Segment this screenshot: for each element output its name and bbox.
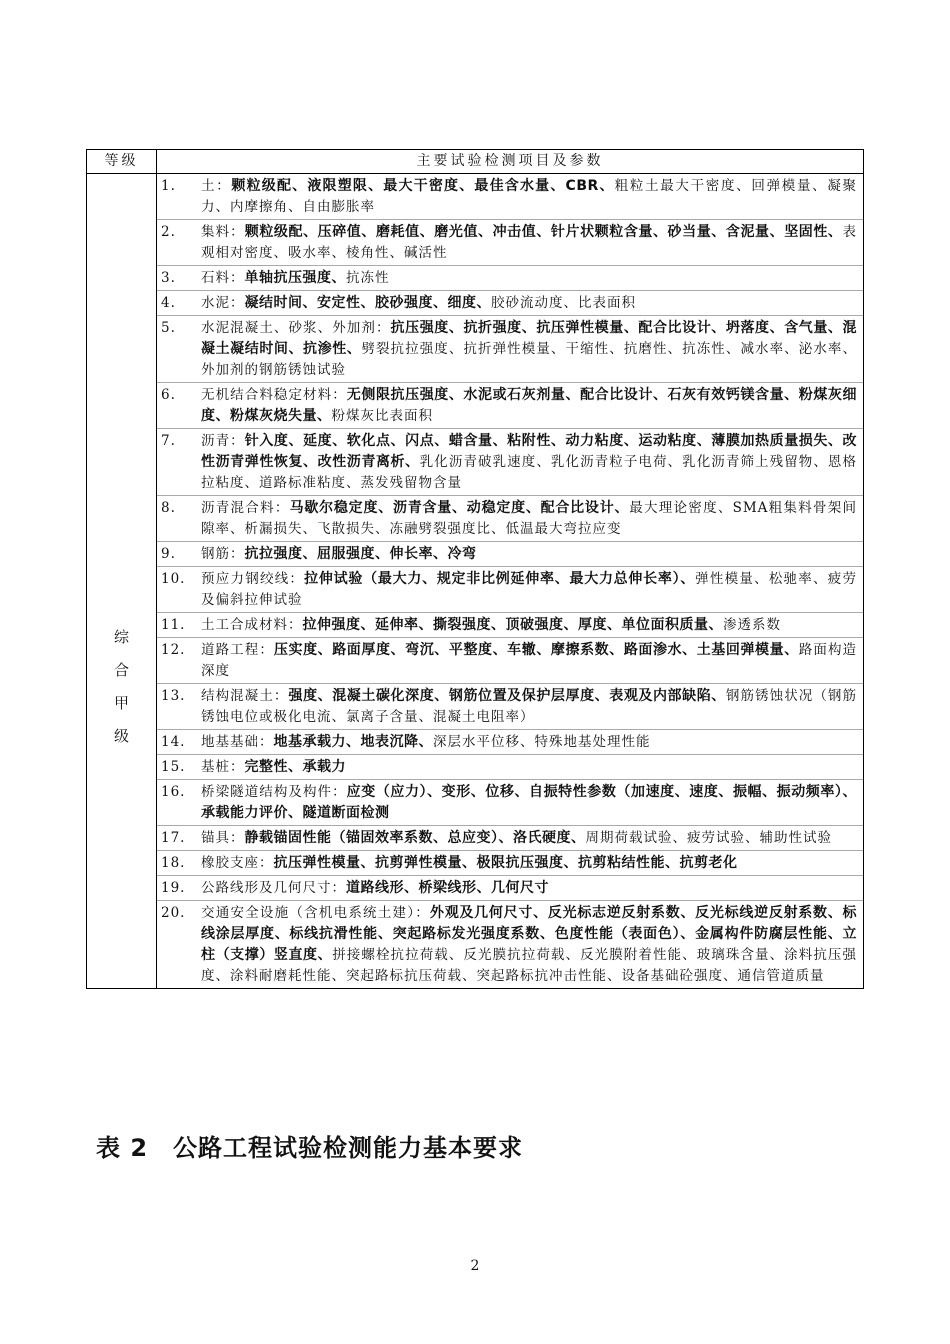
item-key-params: 抗压弹性模量、抗剪弹性模量、极限抗压强度、抗剪粘结性能、抗剪老化 (273, 855, 738, 871)
item-text (201, 782, 857, 824)
item-text (201, 268, 857, 289)
item-text (201, 222, 857, 264)
item-label: 土工合成材料： (201, 617, 303, 633)
list-item (157, 729, 863, 754)
list-item (157, 566, 863, 612)
item-other-params: 钢筋锈蚀状况（钢筋锈蚀电位或极化电流、氯离子含量、混凝土电阻率） (201, 688, 858, 725)
item-key-params: 外观及几何尺寸、反光标志逆反射系数、反光标线逆反射系数、标线涂层厚度、标线抗滑性能、突起路标发光强度系数、色度性能（表面色）、金属构件防腐层性能、立柱（支撑）竖直度、 (201, 905, 858, 963)
list-item (157, 541, 863, 566)
item-label: 道路工程： (201, 642, 274, 658)
item-other-params: 弹性模量、松驰率、疲劳及偏斜拉伸试验 (201, 571, 858, 608)
item-key-params: 完整性、承载力 (244, 759, 346, 775)
items-cell (157, 174, 864, 989)
items-list (157, 174, 863, 988)
item-number: 9. (161, 546, 176, 562)
section-title: 表 2 公路工程试验检测能力基本要求 (96, 1134, 524, 1162)
list-item (157, 825, 863, 850)
item-other-params: 深层水平位移、特殊地基处理性能 (433, 734, 651, 750)
item-label: 钢筋： (201, 546, 245, 562)
item-other-params: 粉煤灰比表面积 (331, 408, 433, 424)
item-label: 结构混凝土： (201, 688, 289, 704)
grade-char: 甲 (113, 694, 129, 712)
list-item (157, 683, 863, 729)
item-number: 13. (161, 688, 186, 704)
header-grade: 等级 (87, 150, 157, 174)
item-number: 6. (161, 387, 176, 403)
item-number: 15. (161, 759, 186, 775)
item-other-params: 抗冻性 (346, 270, 390, 286)
item-number: 20. (161, 905, 186, 921)
item-number: 1. (161, 178, 176, 194)
item-key-params: 静载锚固性能（锚固效率系数、总应变）、洛氏硬度、 (244, 830, 586, 846)
item-number: 8. (161, 500, 176, 516)
list-item (157, 637, 863, 683)
item-other-params: 劈裂抗拉强度、抗折弹性模量、干缩性、抗磨性、抗冻性、减水率、泌水率、外加剂的钢筋锈蚀试验 (201, 341, 857, 378)
page-number: 2 (470, 1258, 480, 1274)
item-number: 12. (161, 642, 186, 658)
item-key-params: 抗压强度、抗折强度、抗压弹性模量、配合比设计、坍落度、含气量、混凝土凝结时间、抗渗性、 (201, 320, 858, 357)
item-key-params: 拉伸强度、延伸率、撕裂强度、顶破强度、厚度、单位面积质量、 (302, 617, 723, 633)
item-key-params: 压实度、路面厚度、弯沉、平整度、车辙、摩擦系数、路面渗水、土基回弹模量、 (273, 642, 799, 658)
item-text (201, 853, 857, 874)
item-text (201, 498, 857, 540)
item-other-params: 表观相对密度、吸水率、棱角性、碱活性 (201, 224, 858, 261)
list-item (157, 900, 863, 988)
list-item (157, 265, 863, 290)
item-key-params: 拉伸试验（最大力、规定非比例延伸率、最大力总伸长率）、 (304, 571, 696, 587)
item-label: 交通安全设施（含机电系统土建）： (201, 905, 430, 921)
item-number: 3. (161, 270, 176, 286)
item-number: 4. (161, 295, 176, 311)
item-text (201, 385, 857, 427)
item-label: 地基基础： (201, 734, 274, 750)
item-other-params: 乳化沥青破乳速度、乳化沥青粒子电荷、乳化沥青筛上残留物、恩格拉粘度、道路标准粘度、蒸发残留物含量 (201, 454, 858, 491)
item-label: 桥梁隧道结构及构件： (201, 784, 347, 800)
grade-char: 综 (113, 628, 129, 646)
grade-char: 合 (113, 661, 129, 679)
item-label: 预应力钢绞线： (201, 571, 305, 587)
grade-label (87, 404, 156, 746)
list-item (157, 290, 863, 315)
list-item (157, 382, 863, 428)
item-other-params: 粗粒土最大干密度、回弹模量、凝聚力、内摩擦角、自由膨胀率 (201, 178, 858, 215)
list-item (157, 612, 863, 637)
item-label: 水泥： (201, 295, 245, 311)
item-number: 5. (161, 320, 176, 336)
item-number: 17. (161, 830, 186, 846)
item-text (201, 757, 857, 778)
item-label: 水泥混凝土、砂浆、外加剂： (201, 320, 391, 336)
grade-char: 级 (113, 727, 129, 745)
item-other-params: 路面构造深度 (201, 642, 858, 679)
list-item (157, 315, 863, 382)
item-text (201, 640, 857, 682)
item-key-params: 抗拉强度、屈服强度、伸长率、冷弯 (244, 546, 477, 562)
item-text (201, 318, 857, 381)
item-other-params: 胶砂流动度、比表面积 (491, 295, 636, 311)
item-label: 基桩： (201, 759, 245, 775)
item-number: 7. (161, 433, 176, 449)
item-key-params: 颗粒级配、压碎值、磨耗值、磨光值、冲击值、针片状颗粒含量、砂当量、含泥量、坚固性、 (244, 224, 843, 240)
item-label: 无机结合料稳定材料： (201, 387, 347, 403)
item-number: 14. (161, 734, 186, 750)
grade-cell (87, 174, 157, 989)
list-item (157, 850, 863, 875)
item-label: 锚具： (201, 830, 245, 846)
item-text (201, 903, 857, 987)
list-item (157, 495, 863, 541)
item-key-params: 针入度、延度、软化点、闪点、蜡含量、粘附性、动力粘度、运动粘度、薄膜加热质量损失、改性沥青弹性恢复、改性沥青离析、 (201, 433, 858, 470)
list-item (157, 779, 863, 825)
item-text (201, 431, 857, 494)
item-number: 2. (161, 224, 176, 240)
item-key-params: 强度、混凝土碳化深度、钢筋位置及保护层厚度、表观及内部缺陷、 (288, 688, 726, 704)
item-text (201, 686, 857, 728)
item-key-params: 马歇尔稳定度、沥青含量、动稳定度、配合比设计、 (289, 500, 630, 516)
item-label: 土： (201, 178, 232, 194)
item-text (201, 544, 857, 565)
item-key-params: 无侧限抗压强度、水泥或石灰剂量、配合比设计、石灰有效钙镁含量、粉煤灰细度、粉煤灰烧失量、 (201, 387, 857, 424)
item-other-params: 最大理论密度、SMA粗集料骨架间隙率、析漏损失、飞散损失、冻融劈裂强度比、低温最大弯拉应变 (201, 500, 858, 537)
item-text (201, 176, 857, 218)
item-number: 18. (161, 855, 186, 871)
item-label: 公路线形及几何尺寸： (201, 880, 346, 896)
table-body-row (87, 174, 864, 989)
item-label: 集料： (201, 224, 245, 240)
list-item (157, 875, 863, 900)
table-header-row (87, 150, 864, 174)
item-label: 石料： (201, 270, 245, 286)
item-key-params: 颗粒级配、液限塑限、最大干密度、最佳含水量、CBR、 (231, 178, 615, 194)
item-other-params: 渗透系数 (723, 617, 781, 633)
item-number: 16. (161, 784, 186, 800)
item-key-params: 单轴抗压强度、 (244, 270, 346, 286)
item-label: 橡胶支座： (201, 855, 274, 871)
item-number: 11. (161, 617, 186, 633)
header-items: 主要试验检测项目及参数 (157, 150, 864, 174)
list-item (157, 219, 863, 265)
item-label: 沥青： (201, 433, 245, 449)
item-label: 沥青混合料： (201, 500, 290, 516)
item-number: 10. (161, 571, 186, 587)
item-text (201, 878, 857, 899)
item-other-params: 拼接螺栓抗拉荷载、反光膜抗拉荷载、反光膜附着性能、玻璃珠含量、涂料抗压强度、涂料耐磨耗性能、突起路标抗压荷载、突起路标抗冲击性能、设备基础砼强度、通信管道质量 (201, 947, 858, 984)
item-other-params: 周期荷载试验、疲劳试验、辅助性试验 (585, 830, 832, 846)
item-text (201, 615, 857, 636)
item-number: 19. (161, 880, 186, 896)
list-item (157, 754, 863, 779)
item-text (201, 828, 857, 849)
item-key-params: 地基承载力、地表沉降、 (273, 734, 433, 750)
item-text (201, 569, 857, 611)
item-key-params: 道路线形、桥梁线形、几何尺寸 (346, 880, 549, 896)
requirements-table (86, 149, 864, 989)
item-key-params: 应变（应力）、变形、位移、自振特性参数（加速度、速度、振幅、振动频率）、承载能力评价、隧道断面检测 (201, 784, 858, 821)
list-item (157, 174, 863, 219)
item-text (201, 293, 857, 314)
list-item (157, 428, 863, 495)
item-text (201, 732, 857, 753)
item-key-params: 凝结时间、安定性、胶砂强度、细度、 (244, 295, 491, 311)
